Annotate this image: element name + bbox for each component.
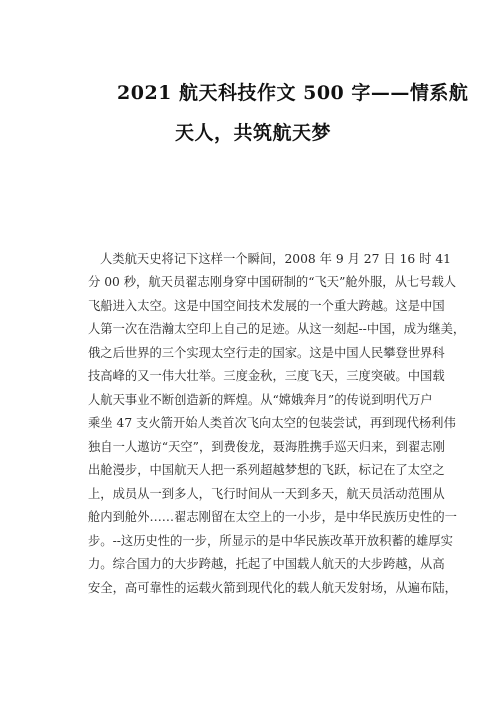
body-line-12: 舱内到舱外……翟志刚留在太空上的一小步，是中华民族历史性的一 [88, 510, 457, 524]
document-title-line-2: 天人，共筑航天梦 [175, 122, 332, 144]
body-line-13: 步。--这历史性的一步，所显示的是中华民族改革开放积蓄的雄厚实 [88, 534, 453, 548]
document-title-line-1: 2021 航天科技作文 500 字——情系航 [117, 82, 469, 104]
body-line-6: 技高峰的又一伟大壮举。三度金秋，三度飞天，三度突破。中国载 [88, 369, 445, 383]
body-line-1: 人类航天史将记下这样一个瞬间，2008 年 9 月 27 日 16 时 41 [100, 252, 451, 266]
body-line-3: 飞船进入太空。这是中国空间技术发展的一个重大跨越。这是中国 [88, 299, 445, 313]
body-line-9: 独自一人遨访“天空”，到费俊龙，聂海胜携手巡天归来，到翟志刚 [88, 440, 445, 454]
body-line-14: 力。综合国力的大步跨越，托起了中国载人航天的大步跨越，从高 [88, 557, 445, 571]
body-line-8: 乘坐 47 支火箭开始人类首次飞向太空的包装尝试，再到现代杨利伟 [88, 416, 456, 430]
body-line-5: 俄之后世界的三个实现太空行走的国家。这是中国人民攀登世界科 [88, 346, 445, 360]
body-line-10: 出舱漫步，中国航天人把一系列超越梦想的飞跃，标记在了太空之 [88, 463, 445, 477]
body-line-2: 分 00 秒，航天员翟志刚身穿中国研制的“飞天”舱外服，从七号载人 [88, 275, 457, 289]
body-line-4: 人第一次在浩瀚太空印上自己的足迹。从这一刻起--中国，成为继美， [88, 322, 466, 336]
body-line-15: 安全，高可靠性的运载火箭到现代化的载人航天发射场，从遍布陆， [88, 581, 457, 595]
body-line-11: 上，成员从一到多人，飞行时间从一天到多天，航天员活动范围从 [88, 487, 445, 501]
body-line-7: 人航天事业不断创造新的辉煌。从“嫦娥奔月”的传说到明代万户 [88, 393, 433, 407]
